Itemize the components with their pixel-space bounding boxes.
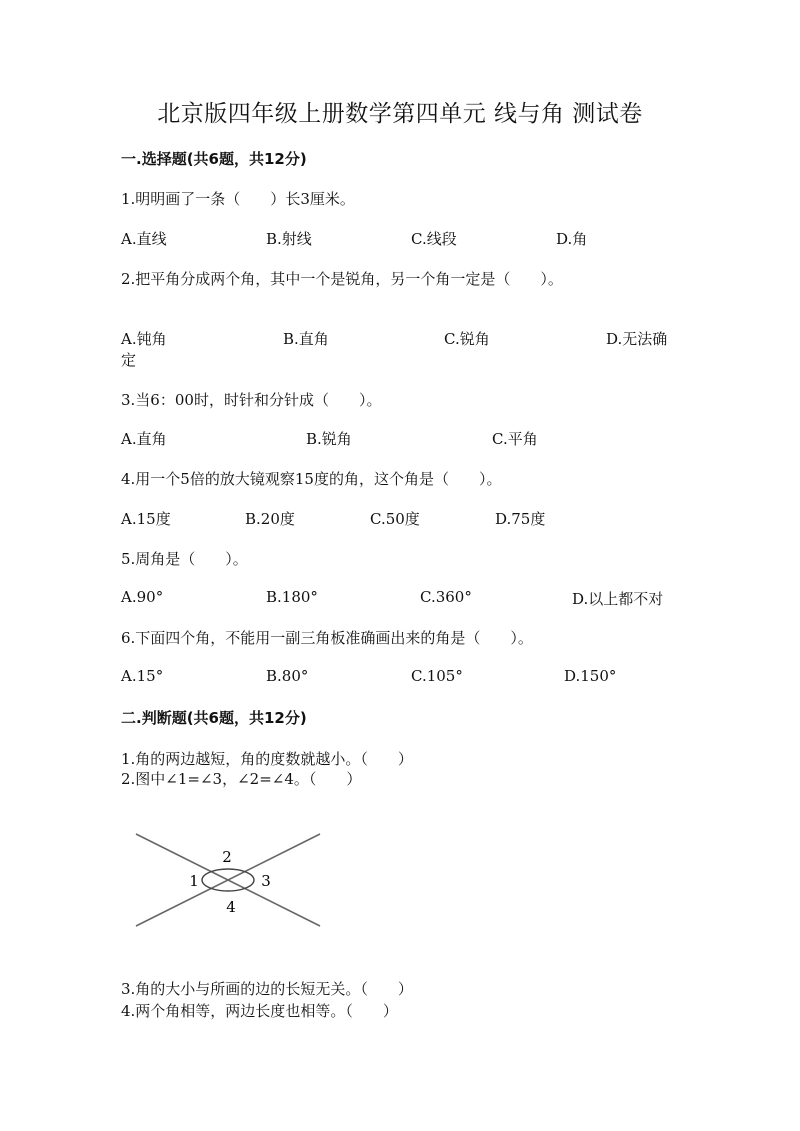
q4-option-c: C.50度 <box>370 510 420 528</box>
angle-label-4: 4 <box>226 898 236 916</box>
q6-option-a: A.15° <box>121 667 164 685</box>
q5-option-a: A.90° <box>121 588 164 606</box>
judgment-3: 3.角的大小与所画的边的长短无关。（ ） <box>121 980 413 998</box>
angle-label-1: 1 <box>189 872 199 890</box>
question-2: 2.把平角分成两个角，其中一个是锐角，另一个角一定是（ ）。 <box>121 270 563 288</box>
q5-option-b: B.180° <box>266 588 318 606</box>
q3-option-a: A.直角 <box>121 430 167 448</box>
q1-option-b: B.射线 <box>266 230 312 248</box>
q5-option-d: D.以上都不对 <box>572 590 664 608</box>
judgment-1: 1.角的两边越短，角的度数就越小。（ ） <box>121 750 413 768</box>
q2-option-a: A.钝角 <box>121 330 167 348</box>
q6-option-d: D.150° <box>564 667 617 685</box>
q1-option-d: D.角 <box>556 230 588 248</box>
section-heading-choice: 一.选择题(共6题，共12分) <box>121 150 307 168</box>
q4-option-a: A.15度 <box>121 510 171 528</box>
q2-option-b: B.直角 <box>283 330 329 348</box>
q5-option-c: C.360° <box>420 588 472 606</box>
intersecting-lines-figure <box>130 830 325 930</box>
judgment-4: 4.两个角相等，两边长度也相等。（ ） <box>121 1002 398 1020</box>
q2-option-d: D.无法确 <box>606 330 668 348</box>
q2-option-c: C.锐角 <box>444 330 490 348</box>
question-3: 3.当6：00时，时针和分针成（ ）。 <box>121 391 382 409</box>
section-heading-judgment: 二.判断题(共6题，共12分) <box>121 709 307 727</box>
q1-option-c: C.线段 <box>411 230 457 248</box>
question-5: 5.周角是（ ）。 <box>121 550 248 568</box>
q4-option-d: D.75度 <box>495 510 546 528</box>
page-title: 北京版四年级上册数学第四单元 线与角 测试卷 <box>157 101 643 127</box>
q2-option-d-wrap: 定 <box>121 351 137 369</box>
q3-option-b: B.锐角 <box>306 430 352 448</box>
q3-option-c: C.平角 <box>492 430 538 448</box>
question-6: 6.下面四个角，不能用一副三角板准确画出来的角是（ ）。 <box>121 629 533 647</box>
question-1: 1.明明画了一条（ ）长3厘米。 <box>121 190 355 208</box>
q6-option-c: C.105° <box>411 667 463 685</box>
q6-option-b: B.80° <box>266 667 309 685</box>
q1-option-a: A.直线 <box>121 230 167 248</box>
judgment-2: 2.图中∠1=∠3，∠2=∠4。（ ） <box>121 770 362 788</box>
question-4: 4.用一个5倍的放大镜观察15度的角，这个角是（ ）。 <box>121 470 502 488</box>
angle-label-2: 2 <box>222 848 232 866</box>
angle-label-3: 3 <box>261 872 271 890</box>
q4-option-b: B.20度 <box>245 510 295 528</box>
